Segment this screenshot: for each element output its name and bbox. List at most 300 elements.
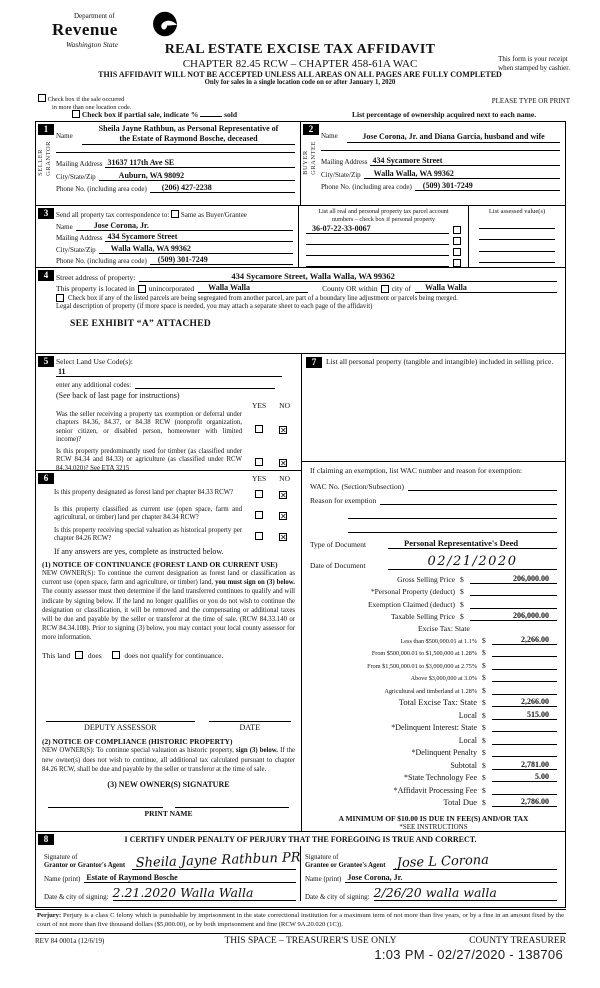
minimum-due-note: A MINIMUM OF $10.00 IS DUE IN FEE(S) AND/OR TAX <box>338 814 529 823</box>
does-label: does <box>87 651 102 661</box>
deputy-assessor-labels <box>42 722 295 732</box>
please-type-note: PLEASE TYPE OR PRINT <box>491 97 570 105</box>
land-use-code-value: 11 <box>58 367 66 376</box>
grantee-agent-label: Grantee or Grantee's Agent <box>305 861 386 869</box>
same-as-buyer-checkbox[interactable] <box>171 210 179 218</box>
total-due-row <box>310 797 557 807</box>
assessed-value-input-4[interactable] <box>479 253 555 264</box>
parcel-header-line2: numbers – check box if personal property <box>331 215 436 223</box>
additional-codes-row <box>56 377 295 389</box>
taxable-price-row <box>310 611 557 621</box>
new-owner-signature-input-2[interactable] <box>175 798 290 808</box>
buyer-mailing-row <box>321 153 560 166</box>
sections-5-6-7-box <box>35 353 566 832</box>
buyer-phone-input[interactable] <box>415 181 560 191</box>
grantor-date-input[interactable] <box>113 885 296 901</box>
yes-header: YES <box>251 474 267 483</box>
seller-name-input[interactable] <box>82 124 295 145</box>
logo-state-text: Washington State <box>66 40 119 49</box>
notice1-bold: you must sign on (3) below. <box>215 579 295 587</box>
corr-mailing-row <box>56 231 293 243</box>
subtotal-row <box>310 760 557 770</box>
city-value: Walla Walla <box>424 283 467 292</box>
seller-name-row <box>56 124 295 145</box>
notice1-text-a: NEW OWNER(S): To continue the current designation as forest land or classification as current use (open space, farm and agriculture, or timber) land, <box>42 570 295 587</box>
treasurer-stamp: 1:03 PM - 02/27/2020 - 138706 <box>374 947 563 962</box>
grantor-print-value: Estate of Raymond Bosche <box>86 873 178 882</box>
parcel-input-1[interactable] <box>306 224 449 234</box>
parcel-numbers-block <box>298 206 468 267</box>
grantee-date-label: Date & city of signing: <box>305 893 370 901</box>
delinquent-interest-state-label: *Delinquent Interest: State <box>391 723 477 732</box>
form-number: REV 84 0001a (12/6/19) <box>35 937 105 945</box>
section-4-badge: 4 <box>38 270 54 281</box>
grantee-print-row <box>305 870 557 883</box>
s5-yes-no-header <box>56 401 295 410</box>
partial-sale-row <box>72 110 237 119</box>
exemption-claimed-input[interactable] <box>470 599 557 609</box>
seller-mailing-row <box>56 155 295 168</box>
perjury-text: Perjury is a class C felony which is punishable by imprisonment in the state correctional institution for a maximum term of not more than five years, or by a fine in an amount fixed by the court of not more than five thousand dollars ($5,000.00), or by both imprisonment and fine (RCW 9A.20.020 (1C)). <box>37 912 564 928</box>
rate-1-input[interactable] <box>492 635 557 645</box>
subtotal-input[interactable] <box>492 760 557 770</box>
rate-4-input[interactable] <box>492 672 557 682</box>
total-local-value: 515.00 <box>527 709 549 719</box>
deputy-assessor-label: DEPUTY ASSESSOR <box>84 723 157 733</box>
historic-no-checkbox[interactable]: ✕ <box>280 533 287 542</box>
total-due-label: Total Due <box>443 797 477 807</box>
receipt-note-line2: when stamped by cashier. <box>498 64 570 73</box>
grantee-signature-input[interactable] <box>393 852 557 871</box>
county-or-label: County OR within <box>322 284 378 293</box>
exemption-claimed-row <box>310 599 557 609</box>
forest-yes-checkbox[interactable] <box>255 490 263 498</box>
rate-row-4 <box>310 672 557 682</box>
taxable-price-label: Taxable Selling Price <box>390 612 455 621</box>
seller-label: SELLER <box>37 148 44 176</box>
segregated-text: Check box if any of the listed parcels are being segregated from another parcel, are part of a boundary line adjustment or parcels being merged. <box>68 295 458 302</box>
rate-row-1 <box>310 635 557 645</box>
grantee-signature-block <box>300 846 561 901</box>
seller-side-labels <box>37 141 53 176</box>
excise-tax-state-label: Excise Tax: State <box>418 623 470 633</box>
corr-name-row <box>56 219 293 231</box>
corr-name-label: Name <box>56 222 73 231</box>
parcel-row <box>306 224 461 234</box>
seller-city-row <box>56 168 295 181</box>
grantee-signature-value: Jose L Corona <box>396 852 490 871</box>
yes-header: YES <box>251 401 267 410</box>
corr-city-input[interactable] <box>99 244 293 254</box>
parcel-header-line1: List all real and personal property tax parcel account <box>318 208 449 215</box>
signature-columns <box>40 846 561 901</box>
type-of-document-value: Personal Representative's Deed <box>404 537 519 548</box>
reason-extra-input-1[interactable] <box>348 509 557 519</box>
grantee-print-input[interactable] <box>345 873 557 883</box>
seller-name-extra-line[interactable] <box>56 145 295 153</box>
state-tech-fee-label: *State Technology Fee <box>403 773 477 782</box>
parcel-personal-checkbox-4[interactable] <box>453 259 461 267</box>
seller-phone-label: Phone No. (including area code) <box>56 185 147 194</box>
buyer-mailing-value: 434 Sycamore Street <box>372 155 443 165</box>
parcel-input-3[interactable] <box>306 246 449 256</box>
parcel-personal-checkbox-2[interactable] <box>453 237 461 245</box>
delinquent-penalty-label: *Delinquent Penalty <box>411 748 477 757</box>
treasurer-space-label: THIS SPACE – TREASURER'S USE ONLY <box>224 936 397 946</box>
grantor-signature-block <box>40 846 300 901</box>
buyer-mailing-input[interactable] <box>370 156 560 166</box>
buyer-city-row <box>321 166 560 179</box>
parcel-input-4[interactable] <box>306 257 449 267</box>
rate-2-input[interactable] <box>492 647 557 657</box>
section-1-badge: 1 <box>38 124 54 135</box>
perjury-label: Perjury: <box>37 912 62 919</box>
gross-price-value: 206,000.00 <box>513 573 549 583</box>
grantor-label: GRANTOR <box>45 141 52 176</box>
land-qualify-row <box>42 651 295 660</box>
state-tech-fee-value: 5.00 <box>535 772 549 781</box>
seller-name-line1: Sheila Jayne Rathbun, as Personal Representative of <box>98 124 279 133</box>
perjury-notice <box>35 909 566 934</box>
assessed-header: List assessed value(s) <box>488 208 546 215</box>
exemption-question-text: Was the seller receiving a property tax exemption or deferral under chapters 84.36, 84.37, or 84.38 RCW (nonprofit organization, senior citizen, or disabled person, homeowner with limited income)? <box>56 411 242 444</box>
additional-codes-label: enter any additional codes: <box>56 381 132 389</box>
receipt-note-line1: This form is your receipt <box>498 55 568 63</box>
city-input[interactable] <box>415 283 557 293</box>
same-as-buyer-label: Same as Buyer/Grantee <box>180 211 247 219</box>
forest-land-question-row <box>42 484 295 502</box>
notice-continuance-title: (1) NOTICE OF CONTINUANCE (FOREST LAND OR CURRENT USE) <box>42 560 278 569</box>
multi-location-checkbox[interactable] <box>38 94 46 102</box>
current-use-yes-checkbox[interactable] <box>255 511 263 519</box>
rate-3-input[interactable] <box>492 660 557 670</box>
personal-property-deduct-input[interactable] <box>470 586 557 596</box>
see-back-note: (See back of last page for instructions) <box>56 391 180 400</box>
total-excise-state-value: 2,266.00 <box>521 697 549 706</box>
delinquent-interest-local-label: Local <box>458 735 477 745</box>
grantor-signature-label <box>44 854 132 870</box>
print-name-heading: PRINT NAME <box>144 808 193 818</box>
grantor-signature-input[interactable] <box>132 850 301 871</box>
grantor-signature-value: Sheila Jayne Rathbun PR <box>135 850 301 871</box>
notice2-text-c: If the new owner(s) does not wish to continue, all additional tax calculated pursuant to chapter 84.26 RCW, shall be due and payable by the seller or transferor at the time of sale. <box>42 747 295 773</box>
date-of-document-label: Date of Document <box>310 560 366 570</box>
does-qualify-checkbox[interactable] <box>75 651 83 659</box>
located-in-label: This property is located in <box>56 284 135 293</box>
seller-name-line2: the Estate of Raymond Bosche, deceased <box>119 134 258 143</box>
section-6-block <box>36 470 301 839</box>
assessed-value-input-3[interactable] <box>479 241 555 252</box>
reason-row <box>310 492 557 505</box>
grantee-signature-label <box>305 854 393 870</box>
buyer-name-value: Jose Corona, Jr. and Diana Garcia, husband and wife <box>362 132 545 141</box>
dollar-sign: $ <box>482 785 486 795</box>
wac-row <box>310 478 557 491</box>
dollar-sign: $ <box>482 660 486 670</box>
date-of-document-input[interactable] <box>388 554 557 570</box>
partial-sale-checkbox[interactable] <box>72 110 80 118</box>
buyer-name-input[interactable] <box>347 124 560 143</box>
current-use-question-row <box>42 505 295 523</box>
rate-5-label: Agricultural and timberland at 1.28% <box>384 687 477 695</box>
grantee-label: GRANTEE <box>310 141 317 175</box>
gross-price-input[interactable] <box>470 574 557 584</box>
form-chapter: CHAPTER 82.45 RCW – CHAPTER 458-61A WAC <box>182 58 418 70</box>
grantor-date-value: 2.21.2020 Walla Walla <box>112 885 254 900</box>
notice1-text-c: The county assessor must then determine if the land transferred continues to qualify and will indicate by signing below. If the land no longer qualifies or you do not wish to continue the designation or classification, it will be removed and the compensating or additional taxes will be due and payable by the seller or transferor at the time of sale. (RCW 84.33.140 or RCW 84.34.108). Prior to signing (3) below, you may contact your local county assessor for more information. <box>42 588 295 642</box>
dollar-sign: $ <box>482 735 486 745</box>
corr-name-value: Jose Corona, Jr. <box>93 220 149 230</box>
seller-block <box>36 122 301 205</box>
buyer-city-input[interactable] <box>364 169 560 179</box>
signature-of-label: Signature of <box>305 853 339 861</box>
city-checkbox[interactable] <box>381 285 389 293</box>
seller-mailing-input[interactable] <box>105 158 295 168</box>
affidavit-fee-input[interactable] <box>492 785 557 795</box>
buyer-phone-value: (509) 301-7249 <box>422 181 473 191</box>
timber-no-checkbox[interactable]: ✕ <box>280 458 287 468</box>
grantee-print-value: Jose Corona, Jr. <box>347 873 403 882</box>
notice-compliance-title: (2) NOTICE OF COMPLIANCE (HISTORIC PROPERTY) <box>42 737 233 747</box>
seller-city-input[interactable] <box>99 171 295 181</box>
section-3-box <box>35 205 566 268</box>
rate-1-label: Less than $500,000.01 at 1.1% <box>400 637 477 645</box>
exemption-yes-checkbox[interactable] <box>255 425 263 433</box>
grantor-print-input[interactable] <box>84 873 296 883</box>
corr-name-input[interactable] <box>76 221 293 231</box>
partial-sold-text: sold <box>224 110 238 119</box>
historic-question-row <box>42 526 295 544</box>
affidavit-fee-row <box>310 785 557 795</box>
type-of-document-row <box>310 534 557 549</box>
reason-extra-row <box>344 520 557 533</box>
if-any-yes-note: If any answers are yes, complete as instructed below. <box>54 547 224 556</box>
no-header: NO <box>279 401 290 410</box>
section-5-block <box>36 354 301 470</box>
date-of-document-value: 02/21/2020 <box>427 553 518 569</box>
type-of-document-input[interactable] <box>388 538 557 549</box>
form-only-note: Only for sales in a single location code on or after January 1, 2020 <box>204 79 396 86</box>
grantee-date-input[interactable] <box>374 885 557 901</box>
total-excise-state-input[interactable] <box>492 697 557 707</box>
form-warning: THIS AFFIDAVIT WILL NOT BE ACCEPTED UNLESS ALL AREAS ON ALL PAGES ARE FULLY COMPLETED <box>98 70 502 79</box>
grantee-date-value: 2/26/20 walla walla <box>373 885 497 900</box>
land-use-code-input[interactable] <box>56 366 282 377</box>
corr-city-value: Walla Walla, WA 99362 <box>110 243 191 253</box>
wac-input[interactable] <box>408 481 557 491</box>
partial-percent-input[interactable] <box>200 116 222 117</box>
notice2-text-a: NEW OWNER(S): To continue special valuation as historic property, <box>42 747 236 755</box>
section-7-badge: 7 <box>306 357 322 368</box>
does-not-qualify-checkbox[interactable] <box>112 651 120 659</box>
exemption-question-row <box>56 411 295 445</box>
located-in-row <box>56 283 557 293</box>
corr-phone-input[interactable] <box>150 255 293 265</box>
rate-5-input[interactable] <box>492 685 557 695</box>
legal-description-value[interactable]: SEE EXHIBIT “A” ATTACHED <box>70 319 212 329</box>
buyer-name-row <box>321 124 560 143</box>
assessed-value-input-2[interactable] <box>479 230 555 241</box>
receipt-note <box>498 55 570 74</box>
notice-compliance-body <box>42 746 295 774</box>
left-column <box>36 354 302 831</box>
grantor-date-row <box>44 883 296 901</box>
correspondence-label: Send all property tax correspondence to: <box>56 211 170 219</box>
current-use-question-text: Is this property classified as current use (open space, farm and agricultural, or timber) land per chapter 84.34 RCW? <box>54 505 242 521</box>
does-not-label: does not qualify for continuance. <box>124 651 224 661</box>
buyer-name-extra-line[interactable] <box>321 143 560 151</box>
dollar-sign: $ <box>482 723 486 732</box>
total-due-input[interactable] <box>492 797 557 807</box>
rate-row-3 <box>310 660 557 670</box>
right-column <box>302 354 565 831</box>
dollar-sign: $ <box>482 685 486 695</box>
section-3-badge: 3 <box>38 208 54 219</box>
section-8-badge: 8 <box>38 834 54 845</box>
seller-city-label: City/State/Zip <box>56 172 96 181</box>
reason-extra-input-2[interactable] <box>348 523 557 533</box>
dollar-sign: $ <box>460 574 464 584</box>
see-instructions-note: *SEE INSTRUCTIONS <box>399 823 468 831</box>
county-treasurer-label: COUNTY TREASURER <box>469 936 566 946</box>
taxable-price-input[interactable] <box>470 611 557 621</box>
street-address-value: 434 Sycamore Street, Walla Walla, WA 99362 <box>231 271 395 281</box>
timber-yes-checkbox[interactable] <box>255 458 263 466</box>
total-local-input[interactable] <box>492 710 557 720</box>
seller-phone-input[interactable] <box>150 183 295 193</box>
parcel-personal-checkbox-3[interactable] <box>453 248 461 256</box>
delinquent-interest-local-row <box>310 735 557 745</box>
dollar-sign: $ <box>460 612 464 621</box>
unincorporated-checkbox[interactable] <box>138 285 146 293</box>
delinquent-interest-local-input[interactable] <box>492 735 557 745</box>
tax-correspondence-block <box>36 206 298 267</box>
parcel-row <box>306 257 461 267</box>
additional-codes-input[interactable] <box>135 379 275 389</box>
exemption-prompt: If claiming an exemption, list WAC number and reason for exemption: <box>310 465 523 475</box>
dollar-sign: $ <box>460 587 464 596</box>
segregated-row <box>56 294 557 302</box>
segregated-checkbox[interactable] <box>56 294 64 302</box>
gross-price-row <box>310 574 557 584</box>
unincorporated-label: unincorporated <box>148 284 195 293</box>
exemption-no-checkbox[interactable]: ✕ <box>280 425 287 435</box>
total-due-value: 2,786.00 <box>521 797 549 806</box>
buyer-block <box>301 122 565 205</box>
taxable-price-value: 206,000.00 <box>513 611 549 620</box>
wac-label: WAC No. (Section/Subsection) <box>310 481 404 491</box>
seller-mailing-value: 31637 117th Ave SE <box>107 157 175 167</box>
reason-input[interactable] <box>380 495 557 505</box>
delinquent-interest-state-input[interactable] <box>492 722 557 732</box>
grantee-signature-row <box>305 846 557 870</box>
corr-phone-row <box>56 254 293 266</box>
corr-city-label: City/State/Zip <box>56 245 96 254</box>
seller-name-label: Name <box>56 132 73 140</box>
dollar-sign: $ <box>482 710 486 720</box>
dollar-sign: $ <box>482 698 486 707</box>
dollar-sign: $ <box>482 748 486 757</box>
new-owner-signature-input-1[interactable] <box>48 798 163 808</box>
rate-2-label: From $500,000.01 to $1,500,000 at 1.28% <box>371 650 477 657</box>
subtotal-label: Subtotal <box>450 760 477 770</box>
corr-phone-value: (509) 301-7249 <box>157 255 208 265</box>
correspondence-row <box>56 208 293 219</box>
rate-4-label: Above $3,000,000 at 3.0% <box>410 675 477 682</box>
county-input[interactable] <box>198 283 308 293</box>
date-of-document-row <box>310 549 557 570</box>
buyer-name-label: Name <box>321 132 338 140</box>
total-local-row <box>310 710 557 720</box>
assessed-value-input-1[interactable] <box>479 218 555 229</box>
dollar-sign: $ <box>460 599 464 609</box>
section-7-block <box>302 354 565 461</box>
no-header: NO <box>279 474 290 483</box>
reason-label: Reason for exemption <box>310 495 377 505</box>
buyer-label: BUYER <box>302 150 309 175</box>
parcel-input-2[interactable] <box>306 235 449 245</box>
certify-statement: I CERTIFY UNDER PENALTY OF PERJURY THAT THE FOREGOING IS TRUE AND CORRECT. <box>124 835 477 844</box>
signature-of-label: Signature of <box>44 853 78 861</box>
seller-mailing-label: Mailing Address <box>56 159 103 168</box>
state-tech-fee-input[interactable] <box>492 772 557 782</box>
historic-yes-checkbox[interactable] <box>255 532 263 540</box>
delinquent-penalty-input[interactable] <box>492 747 557 757</box>
historic-question-text: Is this property receiving special valuation as historical property per chapter 84.26 RCW? <box>54 526 242 542</box>
forest-no-checkbox[interactable]: ✕ <box>280 491 287 500</box>
seller-phone-row <box>56 181 295 194</box>
partial-sale-text: Check box if partial sale, indicate % <box>81 110 199 119</box>
deputy-assessor-signature-input[interactable] <box>46 712 195 722</box>
forest-land-question-text: Is this property designated as forest land per chapter 84.33 RCW? <box>54 488 234 496</box>
date-label: DATE <box>239 723 260 733</box>
corr-mailing-input[interactable] <box>105 232 293 242</box>
current-use-no-checkbox[interactable]: ✕ <box>280 512 287 521</box>
buyer-phone-label: Phone No. (including area code) <box>321 183 412 192</box>
new-owner-signature-lines <box>42 798 295 808</box>
reason-extra-row <box>344 506 557 519</box>
new-owner-signature-heading: (3) NEW OWNER(S) SIGNATURE <box>107 779 230 789</box>
section-5-badge: 5 <box>38 356 54 367</box>
rate-1-value: 2,266.00 <box>521 634 549 644</box>
subtotal-value: 2,781.00 <box>521 759 549 769</box>
this-land-label: This land <box>42 651 71 661</box>
grantor-date-label: Date & city of signing: <box>44 893 109 901</box>
state-tech-fee-row <box>310 772 557 782</box>
parcel-personal-checkbox-1[interactable] <box>453 226 461 234</box>
parcel-row <box>306 235 461 245</box>
legal-description-label: Legal description of property (if more space is needed, you may attach a separate sheet to each page of the affidavit) <box>56 303 373 310</box>
notice-continuance-body <box>42 569 295 642</box>
section-2-badge: 2 <box>303 124 319 135</box>
grantor-print-label: Name (print) <box>44 875 81 883</box>
dollar-sign: $ <box>482 760 486 770</box>
dollar-sign: $ <box>482 798 486 807</box>
grantee-print-label: Name (print) <box>305 875 342 883</box>
total-local-label: Local <box>458 710 477 720</box>
parcel-value-1: 36-07-22-33-0067 <box>312 223 371 233</box>
logo-dept-text: Department of <box>74 12 115 20</box>
city-of-label: city of <box>391 284 411 293</box>
personal-property-deduct-label: *Personal Property (deduct) <box>370 587 455 596</box>
deputy-assessor-date-input[interactable] <box>209 712 292 722</box>
street-address-input[interactable] <box>139 271 557 282</box>
delinquent-interest-state-row <box>310 722 557 732</box>
ownership-note: List percentage of ownership acquired next to each name. <box>352 110 537 119</box>
personal-property-title: List all personal property (tangible and intangible) included in selling price. <box>326 357 554 366</box>
corr-mailing-label: Mailing Address <box>56 234 103 243</box>
form-title: REAL ESTATE EXCISE TAX AFFIDAVIT <box>164 42 436 57</box>
